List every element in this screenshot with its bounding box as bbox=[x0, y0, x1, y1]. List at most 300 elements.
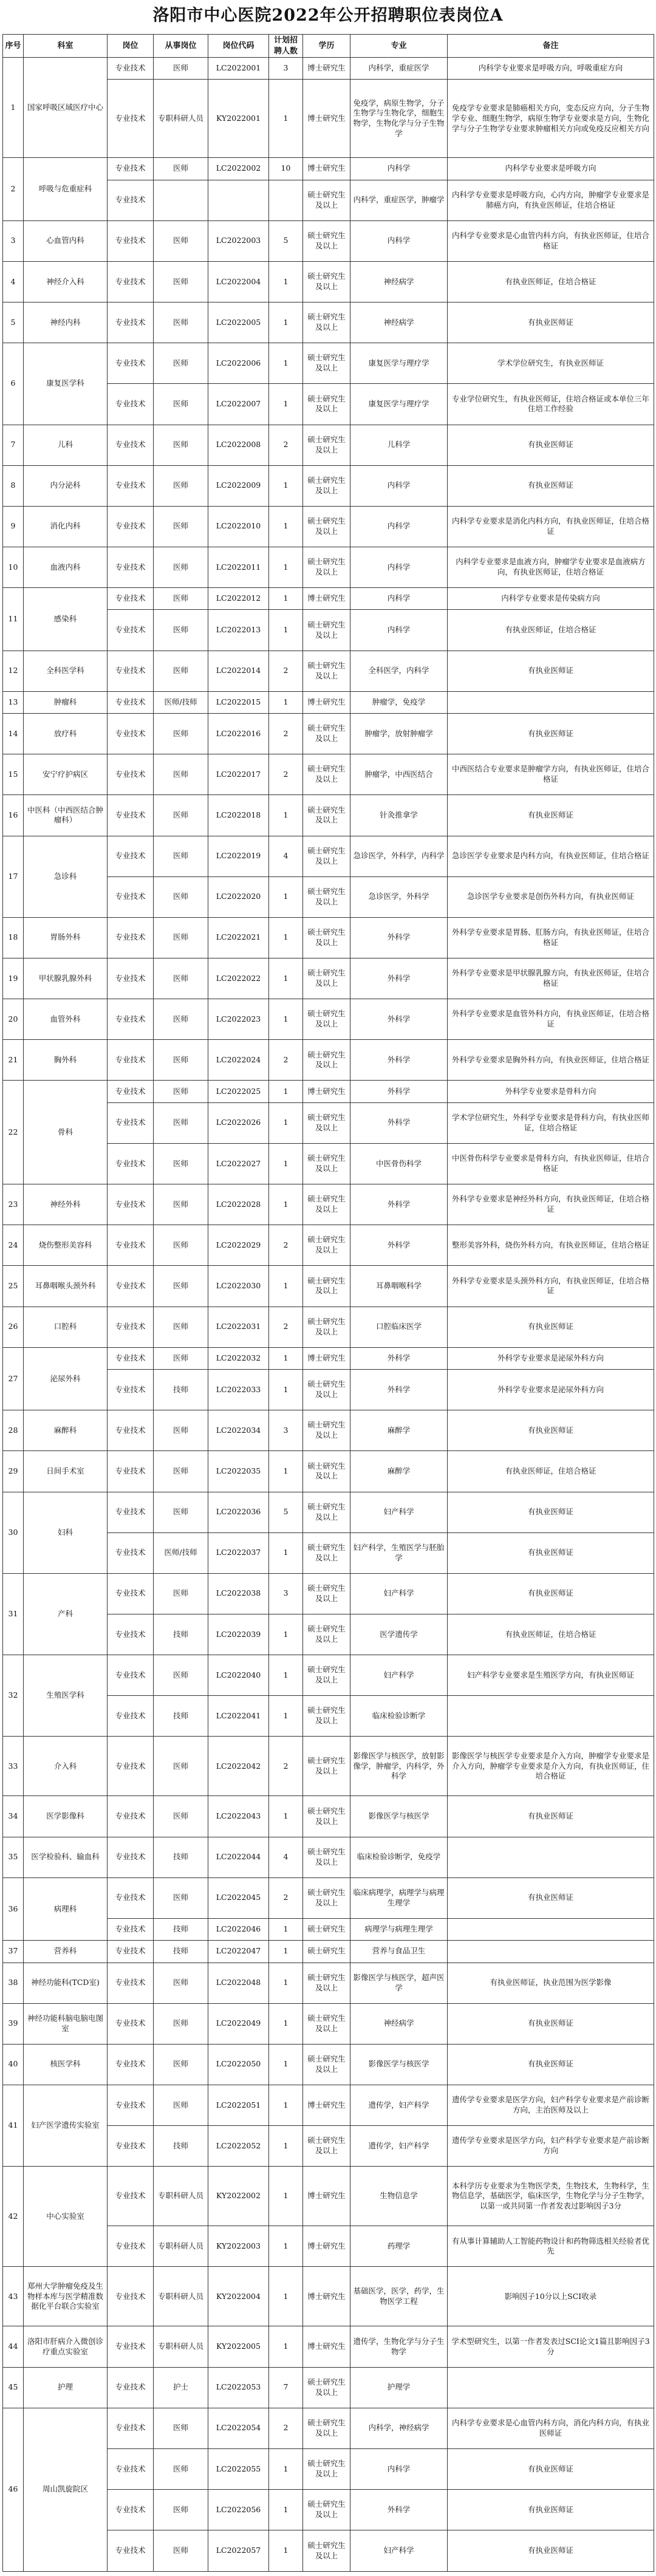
education-cell: 硕士研究生及以上 bbox=[303, 302, 350, 343]
table-row bbox=[3, 343, 654, 384]
table-row bbox=[3, 836, 654, 876]
department-cell: 康复医学科 bbox=[24, 343, 108, 425]
post-cell: 专业技术 bbox=[108, 158, 154, 180]
code-cell: LC2022035 bbox=[208, 1451, 269, 1492]
code-cell: LC2022004 bbox=[208, 261, 269, 302]
department-cell: 血液内科 bbox=[24, 547, 108, 587]
post-cell: 专业技术 bbox=[108, 1370, 154, 1410]
education-cell: 硕士研究生及以上 bbox=[303, 1370, 350, 1410]
code-cell: LC2022036 bbox=[208, 1492, 269, 1532]
table-row bbox=[3, 2085, 654, 2126]
code-cell: LC2022024 bbox=[208, 1040, 269, 1081]
count-cell: 1 bbox=[269, 2003, 303, 2044]
positions-table bbox=[2, 34, 654, 2572]
code-cell: LC2022016 bbox=[208, 714, 269, 754]
education-cell: 硕士研究生及以上 bbox=[303, 958, 350, 999]
post-cell: 专业技术 bbox=[108, 384, 154, 425]
code-cell: LC2022014 bbox=[208, 651, 269, 691]
note-cell: 有执业医师证 bbox=[448, 1492, 654, 1532]
seq-cell: 4 bbox=[3, 261, 24, 302]
post-cell: 专业技术 bbox=[108, 610, 154, 651]
post-cell: 专业技术 bbox=[108, 2408, 154, 2448]
table-row bbox=[3, 220, 654, 261]
seq-cell: 41 bbox=[3, 2085, 24, 2167]
education-cell: 硕士研究生及以上 bbox=[303, 1492, 350, 1532]
role-cell: 医师 bbox=[154, 506, 208, 547]
code-cell: LC2022029 bbox=[208, 1225, 269, 1266]
page-title: 洛阳市中心医院2022年公开招聘职位表岗位A bbox=[152, 6, 504, 25]
code-cell: LC2022048 bbox=[208, 1963, 269, 2003]
count-cell: 1 bbox=[269, 2167, 303, 2226]
role-cell: 医师 bbox=[154, 1451, 208, 1492]
department-cell: 骨科 bbox=[24, 1081, 108, 1184]
post-cell: 专业技术 bbox=[108, 2226, 154, 2267]
note-cell: 学术学位研究生，有执业医师证 bbox=[448, 343, 654, 384]
note-cell: 学术型研究生，以第一作者发表过SCI论文1篇且影响因子3分 bbox=[448, 2326, 654, 2367]
education-cell: 硕士研究生及以上 bbox=[303, 1307, 350, 1347]
education-cell: 硕士研究生及以上 bbox=[303, 1963, 350, 2003]
count-cell: 1 bbox=[269, 610, 303, 651]
code-cell: LC2022040 bbox=[208, 1655, 269, 1696]
note-cell: 有执业医师证，住培合格证 bbox=[448, 261, 654, 302]
note-cell: 有执业医师证 bbox=[448, 795, 654, 836]
table-row bbox=[3, 588, 654, 610]
count-cell: 1 bbox=[269, 1696, 303, 1737]
count-cell: 7 bbox=[269, 2367, 303, 2408]
count-cell: 1 bbox=[269, 999, 303, 1040]
seq-cell: 19 bbox=[3, 958, 24, 999]
table-row bbox=[3, 2267, 654, 2326]
post-cell: 专业技术 bbox=[108, 1573, 154, 1614]
post-cell: 专业技术 bbox=[108, 2085, 154, 2126]
table-row bbox=[3, 158, 654, 180]
seq-cell: 9 bbox=[3, 506, 24, 547]
department-cell: 周山凯旋院区 bbox=[24, 2408, 108, 2571]
column-header: 备注 bbox=[448, 35, 654, 58]
role-cell: 医师 bbox=[154, 1347, 208, 1369]
major-cell: 急诊医学，外科学，内科学 bbox=[350, 836, 448, 876]
role-cell: 医师 bbox=[154, 547, 208, 587]
education-cell: 硕士研究生及以上 bbox=[303, 836, 350, 876]
major-cell: 神经病学 bbox=[350, 2003, 448, 2044]
count-cell: 4 bbox=[269, 836, 303, 876]
post-cell: 专业技术 bbox=[108, 1918, 154, 1940]
count-cell: 2 bbox=[269, 425, 303, 465]
seq-cell: 23 bbox=[3, 1184, 24, 1225]
role-cell: 医师 bbox=[154, 1492, 208, 1532]
count-cell: 1 bbox=[269, 2226, 303, 2267]
post-cell: 专业技术 bbox=[108, 1081, 154, 1102]
header-row bbox=[3, 35, 654, 58]
table-row bbox=[3, 714, 654, 754]
post-cell: 专业技术 bbox=[108, 1963, 154, 2003]
count-cell: 1 bbox=[269, 1347, 303, 1369]
seq-cell: 14 bbox=[3, 714, 24, 754]
post-cell: 专业技术 bbox=[108, 754, 154, 795]
post-cell: 专业技术 bbox=[108, 1492, 154, 1532]
note-cell: 有执业医师证 bbox=[448, 714, 654, 754]
major-cell: 内科学 bbox=[350, 588, 448, 610]
column-header: 学历 bbox=[303, 35, 350, 58]
role-cell: 医师 bbox=[154, 1737, 208, 1796]
department-cell: 病理科 bbox=[24, 1877, 108, 1940]
major-cell: 外科学 bbox=[350, 1102, 448, 1143]
table-row bbox=[3, 2326, 654, 2367]
seq-cell: 1 bbox=[3, 58, 24, 158]
count-cell: 1 bbox=[269, 2530, 303, 2572]
table-row bbox=[3, 1266, 654, 1307]
code-cell: LC2022042 bbox=[208, 1737, 269, 1796]
code-cell: KY2022001 bbox=[208, 80, 269, 158]
seq-cell: 46 bbox=[3, 2408, 24, 2571]
table-row bbox=[3, 1225, 654, 1266]
major-cell: 全科医学，内科学 bbox=[350, 651, 448, 691]
seq-cell: 7 bbox=[3, 425, 24, 465]
major-cell: 内科学 bbox=[350, 220, 448, 261]
role-cell: 医师 bbox=[154, 2448, 208, 2489]
major-cell: 外科学 bbox=[350, 1040, 448, 1081]
major-cell: 临床检验诊断学，免疫学 bbox=[350, 1837, 448, 1877]
major-cell: 病理学与病理生理学 bbox=[350, 1918, 448, 1940]
note-cell: 有执业医师证 bbox=[448, 2490, 654, 2530]
code-cell: LC2022003 bbox=[208, 220, 269, 261]
major-cell: 康复医学与理疗学 bbox=[350, 343, 448, 384]
count-cell bbox=[269, 180, 303, 220]
code-cell: LC2022034 bbox=[208, 1410, 269, 1451]
major-cell: 药理学 bbox=[350, 2226, 448, 2267]
table-row bbox=[3, 465, 654, 506]
count-cell: 3 bbox=[269, 1573, 303, 1614]
count-cell: 1 bbox=[269, 1081, 303, 1102]
post-cell: 专业技术 bbox=[108, 58, 154, 80]
education-cell: 硕士研究生及以上 bbox=[303, 795, 350, 836]
count-cell: 1 bbox=[269, 1655, 303, 1696]
table-row bbox=[3, 754, 654, 795]
role-cell: 医师 bbox=[154, 220, 208, 261]
role-cell: 医师 bbox=[154, 1040, 208, 1081]
education-cell: 博士研究生 bbox=[303, 2226, 350, 2267]
role-cell: 技师 bbox=[154, 2126, 208, 2167]
post-cell: 专业技术 bbox=[108, 2003, 154, 2044]
note-cell: 有执业医师证 bbox=[448, 2530, 654, 2572]
table-row bbox=[3, 917, 654, 958]
role-cell: 医师 bbox=[154, 1081, 208, 1102]
count-cell: 1 bbox=[269, 2126, 303, 2167]
post-cell: 专业技术 bbox=[108, 2267, 154, 2326]
code-cell: LC2022056 bbox=[208, 2490, 269, 2530]
education-cell: 博士研究生 bbox=[303, 2167, 350, 2226]
major-cell: 康复医学与理疗学 bbox=[350, 384, 448, 425]
table-row bbox=[3, 2167, 654, 2226]
count-cell: 1 bbox=[269, 1796, 303, 1837]
education-cell: 硕士研究生及以上 bbox=[303, 1266, 350, 1307]
note-cell: 外科学专业要求是甲状腺乳腺方向，有执业医师证，住培合格证 bbox=[448, 958, 654, 999]
code-cell: KY2022003 bbox=[208, 2226, 269, 2267]
count-cell: 1 bbox=[269, 1941, 303, 1963]
education-cell: 硕士研究生及以上 bbox=[303, 999, 350, 1040]
count-cell: 1 bbox=[269, 588, 303, 610]
major-cell: 内科学，重症医学，肿瘤学 bbox=[350, 180, 448, 220]
post-cell: 专业技术 bbox=[108, 1451, 154, 1492]
major-cell: 外科学 bbox=[350, 1225, 448, 1266]
code-cell: LC2022037 bbox=[208, 1532, 269, 1573]
note-cell: 有执业医师证 bbox=[448, 465, 654, 506]
post-cell: 专业技术 bbox=[108, 1877, 154, 1918]
note-cell bbox=[448, 1941, 654, 1963]
role-cell: 医师 bbox=[154, 1184, 208, 1225]
education-cell: 硕士研究生及以上 bbox=[303, 1410, 350, 1451]
note-cell: 外科学专业要求是泌尿外科方向 bbox=[448, 1370, 654, 1410]
note-cell: 外科学专业要求是胸外科方向，有执业医师证，住培合格证 bbox=[448, 1040, 654, 1081]
role-cell: 医师 bbox=[154, 158, 208, 180]
note-cell bbox=[448, 691, 654, 713]
seq-cell: 12 bbox=[3, 651, 24, 691]
count-cell: 1 bbox=[269, 876, 303, 917]
education-cell: 硕士研究生及以上 bbox=[303, 465, 350, 506]
education-cell: 博士研究生 bbox=[303, 2267, 350, 2326]
education-cell: 博士研究生 bbox=[303, 588, 350, 610]
code-cell: LC2022023 bbox=[208, 999, 269, 1040]
table-row bbox=[3, 1737, 654, 1796]
department-cell: 耳鼻咽喉头颈外科 bbox=[24, 1266, 108, 1307]
major-cell: 麻醉学 bbox=[350, 1451, 448, 1492]
table-row bbox=[3, 1307, 654, 1347]
post-cell: 专业技术 bbox=[108, 795, 154, 836]
code-cell: LC2022039 bbox=[208, 1614, 269, 1655]
major-cell: 外科学 bbox=[350, 999, 448, 1040]
code-cell: LC2022010 bbox=[208, 506, 269, 547]
department-cell: 妇科 bbox=[24, 1492, 108, 1573]
post-cell: 专业技术 bbox=[108, 261, 154, 302]
code-cell bbox=[208, 180, 269, 220]
education-cell: 硕士研究生及以上 bbox=[303, 651, 350, 691]
count-cell: 1 bbox=[269, 1184, 303, 1225]
major-cell: 肿瘤学，免疫学 bbox=[350, 691, 448, 713]
code-cell: LC2022005 bbox=[208, 302, 269, 343]
education-cell: 硕士研究生及以上 bbox=[303, 1102, 350, 1143]
column-header: 岗位 bbox=[108, 35, 154, 58]
code-cell: LC2022013 bbox=[208, 610, 269, 651]
code-cell: LC2022043 bbox=[208, 1796, 269, 1837]
major-cell: 医学遗传学 bbox=[350, 1614, 448, 1655]
note-cell: 整形美容外科，烧伤外科方向，有执业医师证，住培合格证 bbox=[448, 1225, 654, 1266]
code-cell: LC2022053 bbox=[208, 2367, 269, 2408]
code-cell: LC2022057 bbox=[208, 2530, 269, 2572]
department-cell: 血管外科 bbox=[24, 999, 108, 1040]
code-cell: LC2022006 bbox=[208, 343, 269, 384]
count-cell: 1 bbox=[269, 1532, 303, 1573]
seq-cell: 39 bbox=[3, 2003, 24, 2044]
education-cell: 硕士研究生及以上 bbox=[303, 714, 350, 754]
education-cell: 硕士研究生及以上 bbox=[303, 1143, 350, 1184]
department-cell: 神经外科 bbox=[24, 1184, 108, 1225]
count-cell: 1 bbox=[269, 2044, 303, 2085]
post-cell: 专业技术 bbox=[108, 220, 154, 261]
education-cell: 博士研究生 bbox=[303, 691, 350, 713]
education-cell: 硕士研究生及以上 bbox=[303, 1040, 350, 1081]
note-cell: 有执业医师证，住培合格证 bbox=[448, 1451, 654, 1492]
role-cell: 医师 bbox=[154, 876, 208, 917]
post-cell: 专业技术 bbox=[108, 1225, 154, 1266]
count-cell: 2 bbox=[269, 1877, 303, 1918]
table-row bbox=[3, 1184, 654, 1225]
major-cell: 影像医学与核医学，放射影像学，肿瘤学，内科学，外科学 bbox=[350, 1737, 448, 1796]
count-cell: 1 bbox=[269, 547, 303, 587]
role-cell: 医师 bbox=[154, 261, 208, 302]
code-cell: LC2022021 bbox=[208, 917, 269, 958]
note-cell: 影像医学与核医学专业要求是介入方向，肿瘤学专业要求是介入方向，肿瘤学专业要求是介入方向，有执业医师证，住培合格证 bbox=[448, 1737, 654, 1796]
major-cell: 影像医学与核医学 bbox=[350, 1796, 448, 1837]
code-cell: LC2022001 bbox=[208, 58, 269, 80]
seq-cell: 40 bbox=[3, 2044, 24, 2085]
major-cell: 外科学 bbox=[350, 958, 448, 999]
education-cell: 硕士研究生及以上 bbox=[303, 610, 350, 651]
role-cell: 技师 bbox=[154, 1696, 208, 1737]
seq-cell: 35 bbox=[3, 1837, 24, 1877]
table-row bbox=[3, 1837, 654, 1877]
table-row bbox=[3, 1963, 654, 2003]
education-cell: 硕士研究生及以上 bbox=[303, 425, 350, 465]
department-cell: 全科医学科 bbox=[24, 651, 108, 691]
department-cell: 甲状腺乳腺外科 bbox=[24, 958, 108, 999]
note-cell: 有执业医师证，住培合格证 bbox=[448, 1614, 654, 1655]
post-cell: 专业技术 bbox=[108, 1696, 154, 1737]
education-cell: 博士研究生 bbox=[303, 80, 350, 158]
count-cell: 1 bbox=[269, 1266, 303, 1307]
department-cell: 神经功能科脑电脑电图室 bbox=[24, 2003, 108, 2044]
education-cell: 硕士研究生及以上 bbox=[303, 1796, 350, 1837]
education-cell: 硕士研究生及以上 bbox=[303, 1451, 350, 1492]
table-row bbox=[3, 2408, 654, 2448]
note-cell: 外科学专业要求是神经外科方向，有执业医师证，住培合格证 bbox=[448, 1184, 654, 1225]
department-cell: 医学检验科、输血科 bbox=[24, 1837, 108, 1877]
seq-cell: 29 bbox=[3, 1451, 24, 1492]
seq-cell: 32 bbox=[3, 1655, 24, 1737]
department-cell: 生殖医学科 bbox=[24, 1655, 108, 1737]
major-cell: 内科学，重症医学 bbox=[350, 58, 448, 80]
count-cell: 1 bbox=[269, 1370, 303, 1410]
code-cell: LC2022046 bbox=[208, 1918, 269, 1940]
role-cell: 医师 bbox=[154, 2044, 208, 2085]
role-cell: 医师 bbox=[154, 2530, 208, 2572]
count-cell: 1 bbox=[269, 80, 303, 158]
department-cell: 产科 bbox=[24, 1573, 108, 1655]
education-cell: 硕士研究生及以上 bbox=[303, 1696, 350, 1737]
education-cell: 硕士研究生及以上 bbox=[303, 2530, 350, 2572]
post-cell: 专业技术 bbox=[108, 2126, 154, 2167]
table-row bbox=[3, 691, 654, 713]
major-cell: 中医骨伤科学 bbox=[350, 1143, 448, 1184]
code-cell: LC2022038 bbox=[208, 1573, 269, 1614]
table-row bbox=[3, 999, 654, 1040]
major-cell: 遗传学，妇产科学 bbox=[350, 2085, 448, 2126]
post-cell: 专业技术 bbox=[108, 302, 154, 343]
post-cell: 专业技术 bbox=[108, 1837, 154, 1877]
note-cell: 有执业医师证 bbox=[448, 2448, 654, 2489]
post-cell: 专业技术 bbox=[108, 1614, 154, 1655]
note-cell: 免疫学专业要求是肺癌相关方向，变态反应方向，分子生物学专业、细胞生物学，病原生物学专业要求是方向，生物化学与分子生物学专业要求肿瘤相关方向或免疫反应相关方向 bbox=[448, 80, 654, 158]
post-cell: 专业技术 bbox=[108, 1737, 154, 1796]
post-cell: 专业技术 bbox=[108, 1796, 154, 1837]
table-row bbox=[3, 651, 654, 691]
major-cell: 外科学 bbox=[350, 1081, 448, 1102]
role-cell: 医师 bbox=[154, 754, 208, 795]
department-cell: 肿瘤科 bbox=[24, 691, 108, 713]
code-cell: LC2022009 bbox=[208, 465, 269, 506]
education-cell: 硕士研究生及以上 bbox=[303, 343, 350, 384]
count-cell: 2 bbox=[269, 2408, 303, 2448]
seq-cell: 11 bbox=[3, 588, 24, 651]
major-cell: 遗传学，生物化学与分子生物学 bbox=[350, 2326, 448, 2367]
post-cell: 专业技术 bbox=[108, 1307, 154, 1347]
major-cell: 影像医学与核医学，超声医学 bbox=[350, 1963, 448, 2003]
table-row bbox=[3, 2003, 654, 2044]
post-cell: 专业技术 bbox=[108, 1655, 154, 1696]
note-cell: 内科学专业要求是血液方向，肿瘤学专业要求是血液病方向，有执业医师证，住培合格证 bbox=[448, 547, 654, 587]
post-cell: 专业技术 bbox=[108, 1410, 154, 1451]
role-cell: 医师 bbox=[154, 384, 208, 425]
seq-cell: 3 bbox=[3, 220, 24, 261]
code-cell: LC2022020 bbox=[208, 876, 269, 917]
note-cell: 外科学专业要求是泌尿外科方向 bbox=[448, 1347, 654, 1369]
post-cell: 专业技术 bbox=[108, 465, 154, 506]
post-cell: 专业技术 bbox=[108, 1941, 154, 1963]
major-cell: 临床病理学，病理学与病理生理学 bbox=[350, 1877, 448, 1918]
count-cell: 1 bbox=[269, 2085, 303, 2126]
table-row bbox=[3, 795, 654, 836]
role-cell: 医师 bbox=[154, 1877, 208, 1918]
role-cell: 技师 bbox=[154, 1918, 208, 1940]
post-cell: 专业技术 bbox=[108, 2530, 154, 2572]
count-cell: 1 bbox=[269, 1451, 303, 1492]
department-cell: 核医学科 bbox=[24, 2044, 108, 2085]
education-cell: 硕士研究生及以上 bbox=[303, 384, 350, 425]
note-cell: 内科学专业要求是消化内科方向，有执业医师证，住培合格证 bbox=[448, 506, 654, 547]
note-cell bbox=[448, 1837, 654, 1877]
education-cell: 硕士研究生及以上 bbox=[303, 1532, 350, 1573]
code-cell: LC2022022 bbox=[208, 958, 269, 999]
post-cell: 专业技术 bbox=[108, 2448, 154, 2489]
count-cell: 2 bbox=[269, 754, 303, 795]
role-cell: 技师 bbox=[154, 1370, 208, 1410]
education-cell: 硕士研究生及以上 bbox=[303, 2490, 350, 2530]
count-cell: 10 bbox=[269, 158, 303, 180]
count-cell: 1 bbox=[269, 261, 303, 302]
post-cell: 专业技术 bbox=[108, 343, 154, 384]
seq-cell: 15 bbox=[3, 754, 24, 795]
column-header: 专业 bbox=[350, 35, 448, 58]
post-cell: 专业技术 bbox=[108, 588, 154, 610]
count-cell: 2 bbox=[269, 651, 303, 691]
major-cell: 妇产科学，生殖医学与胚胎学 bbox=[350, 1532, 448, 1573]
post-cell: 专业技术 bbox=[108, 2490, 154, 2530]
role-cell: 医师 bbox=[154, 1796, 208, 1837]
role-cell: 医师 bbox=[154, 1573, 208, 1614]
department-cell: 营养科 bbox=[24, 1941, 108, 1963]
code-cell: LC2022018 bbox=[208, 795, 269, 836]
major-cell: 神经病学 bbox=[350, 261, 448, 302]
table-row bbox=[3, 547, 654, 587]
major-cell: 内科学 bbox=[350, 610, 448, 651]
department-cell: 神经内科 bbox=[24, 302, 108, 343]
note-cell bbox=[448, 1696, 654, 1737]
seq-cell: 24 bbox=[3, 1225, 24, 1266]
note-cell: 中西医结合专业要求是肿瘤学方向，有执业医师证，住培合格证 bbox=[448, 754, 654, 795]
table-row bbox=[3, 425, 654, 465]
count-cell: 5 bbox=[269, 1492, 303, 1532]
department-cell: 中心实验室 bbox=[24, 2167, 108, 2267]
code-cell: LC2022015 bbox=[208, 691, 269, 713]
